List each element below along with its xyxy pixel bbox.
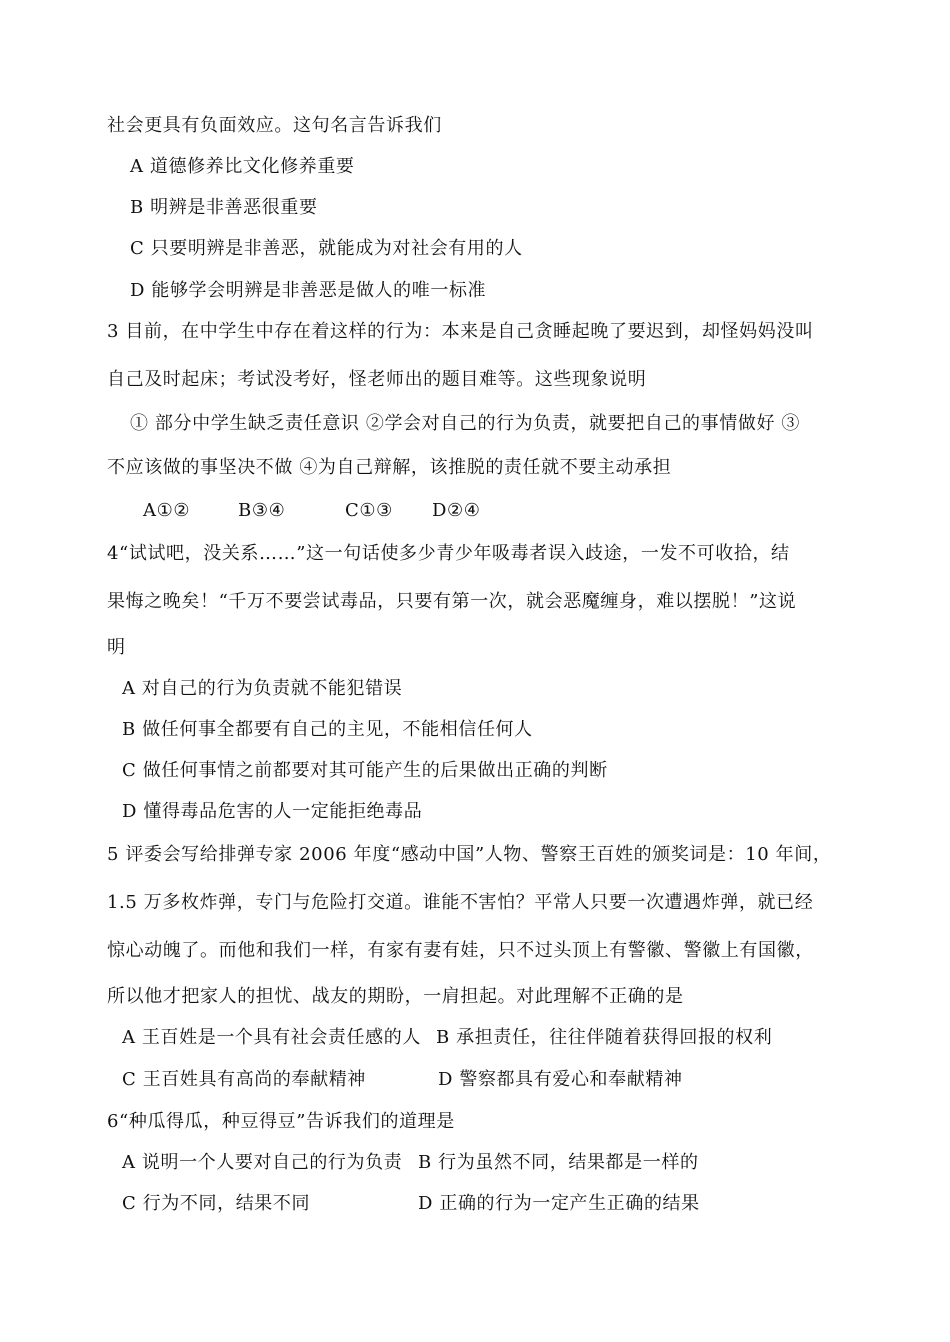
q3-choice-c: C①③: [345, 500, 393, 521]
q5-option-c: C 王百姓具有高尚的奉献精神: [122, 1069, 366, 1090]
q4-option-b: B 做任何事全都要有自己的主见，不能相信任何人: [122, 719, 533, 740]
q4-stem-line3: 明: [107, 637, 126, 658]
q5-stem-line1: 5 评委会写给排弹专家 2006 年度“感动中国”人物、警察王百姓的颁奖词是：10 年间，: [107, 844, 832, 865]
q2-option-c: C 只要明辨是非善恶，就能成为对社会有用的人: [130, 238, 523, 259]
q2-stem-continuation: 社会更具有负面效应。这句名言告诉我们: [107, 115, 442, 136]
q3-statements-line1: ① 部分中学生缺乏责任意识 ②学会对自己的行为负责，就要把自己的事情做好 ③: [130, 413, 800, 434]
q5-option-b: B 承担责任，往往伴随着获得回报的权利: [436, 1027, 773, 1048]
q4-stem-line2: 果悔之晚矣！“千万不要尝试毒品，只要有第一次，就会恶魔缠身，难以摆脱！”这说: [107, 591, 797, 612]
q3-stem-line2: 自己及时起床；考试没考好，怪老师出的题目难等。这些现象说明: [107, 369, 647, 390]
q4-option-c: C 做任何事情之前都要对其可能产生的后果做出正确的判断: [122, 760, 608, 781]
q5-stem-line2: 1.5 万多枚炸弹，专门与危险打交道。谁能不害怕？平常人只要一次遭遇炸弹，就已经: [107, 892, 814, 913]
q3-choice-a: A①②: [143, 500, 191, 521]
q6-option-a: A 说明一个人要对自己的行为负责: [122, 1152, 403, 1173]
q5-option-d: D 警察都具有爱心和奉献精神: [438, 1069, 683, 1090]
q3-choice-d: D②④: [432, 500, 481, 521]
q6-option-c: C 行为不同，结果不同: [122, 1193, 311, 1214]
q2-option-a: A 道德修养比文化修养重要: [130, 156, 355, 177]
q5-stem-line4: 所以他才把家人的担忧、战友的期盼，一肩担起。对此理解不正确的是: [107, 986, 684, 1007]
q5-option-a: A 王百姓是一个具有社会责任感的人: [122, 1027, 421, 1048]
q4-option-a: A 对自己的行为负责就不能犯错误: [122, 678, 403, 699]
q3-stem-line1: 3 目前，在中学生中存在着这样的行为：本来是自己贪睡起晚了要迟到，却怪妈妈没叫: [107, 321, 814, 342]
q6-option-d: D 正确的行为一定产生正确的结果: [418, 1193, 700, 1214]
q4-option-d: D 懂得毒品危害的人一定能拒绝毒品: [122, 801, 423, 822]
q5-stem-line3: 惊心动魄了。而他和我们一样，有家有妻有娃，只不过头顶上有警徽、警徽上有国徽，: [107, 940, 814, 961]
q6-stem: 6“种瓜得瓜，种豆得豆”告诉我们的道理是: [107, 1111, 455, 1132]
q2-option-d: D 能够学会明辨是非善恶是做人的唯一标准: [130, 280, 487, 301]
q2-option-b: B 明辨是非善恶很重要: [130, 197, 318, 218]
q4-stem-line1: 4“试试吧，没关系……”这一句话使多少青少年吸毒者误入歧途，一发不可收拾，结: [107, 543, 790, 564]
q6-option-b: B 行为虽然不同，结果都是一样的: [418, 1152, 699, 1173]
q3-statements-line2: 不应该做的事坚决不做 ④为自己辩解，该推脱的责任就不要主动承担: [107, 457, 672, 478]
q3-choice-b: B③④: [238, 500, 286, 521]
